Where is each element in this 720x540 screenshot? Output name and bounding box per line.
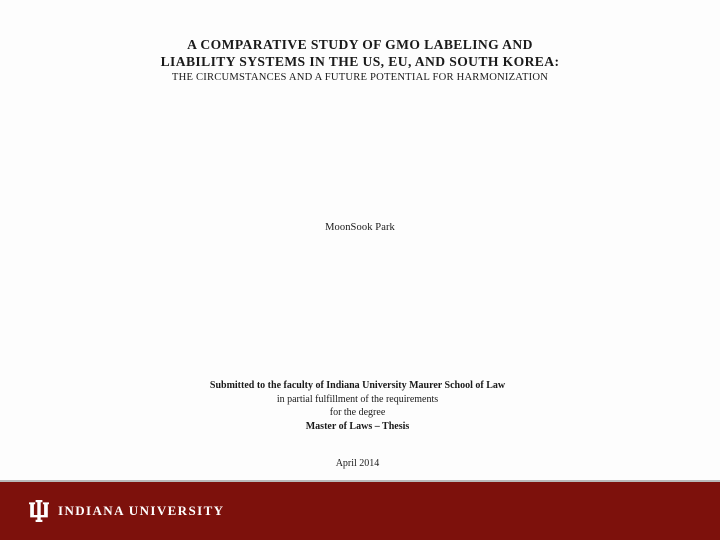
university-footer-band [0, 482, 720, 540]
title-line-2: LIABILITY SYSTEMS IN THE US, EU, AND SOUTH KOREA: [160, 54, 560, 69]
submission-line-1: Submitted to the faculty of Indiana University Maurer School of Law [209, 380, 506, 391]
iu-trident-shape [29, 500, 49, 522]
submission-line-3: for the degree [329, 407, 386, 419]
submission-line-4: Master of Laws – Thesis [305, 420, 410, 432]
iu-trident-icon [29, 499, 49, 523]
author-name: MoonSook Park [325, 222, 395, 233]
submission-line-2: in partial fulfillment of the requirements [276, 393, 439, 405]
thesis-title [0, 36, 720, 85]
thesis-subtitle: THE CIRCUMSTANCES AND A FUTURE POTENTIAL FOR HARMONIZATION [171, 72, 549, 83]
submission-statement [0, 379, 715, 433]
iu-trident-svg [29, 499, 49, 523]
title-line-1: A COMPARATIVE STUDY OF GMO LABELING AND [187, 37, 533, 52]
submission-date: April 2014 [335, 458, 380, 469]
university-name: INDIANA UNIVERSITY [58, 503, 225, 518]
